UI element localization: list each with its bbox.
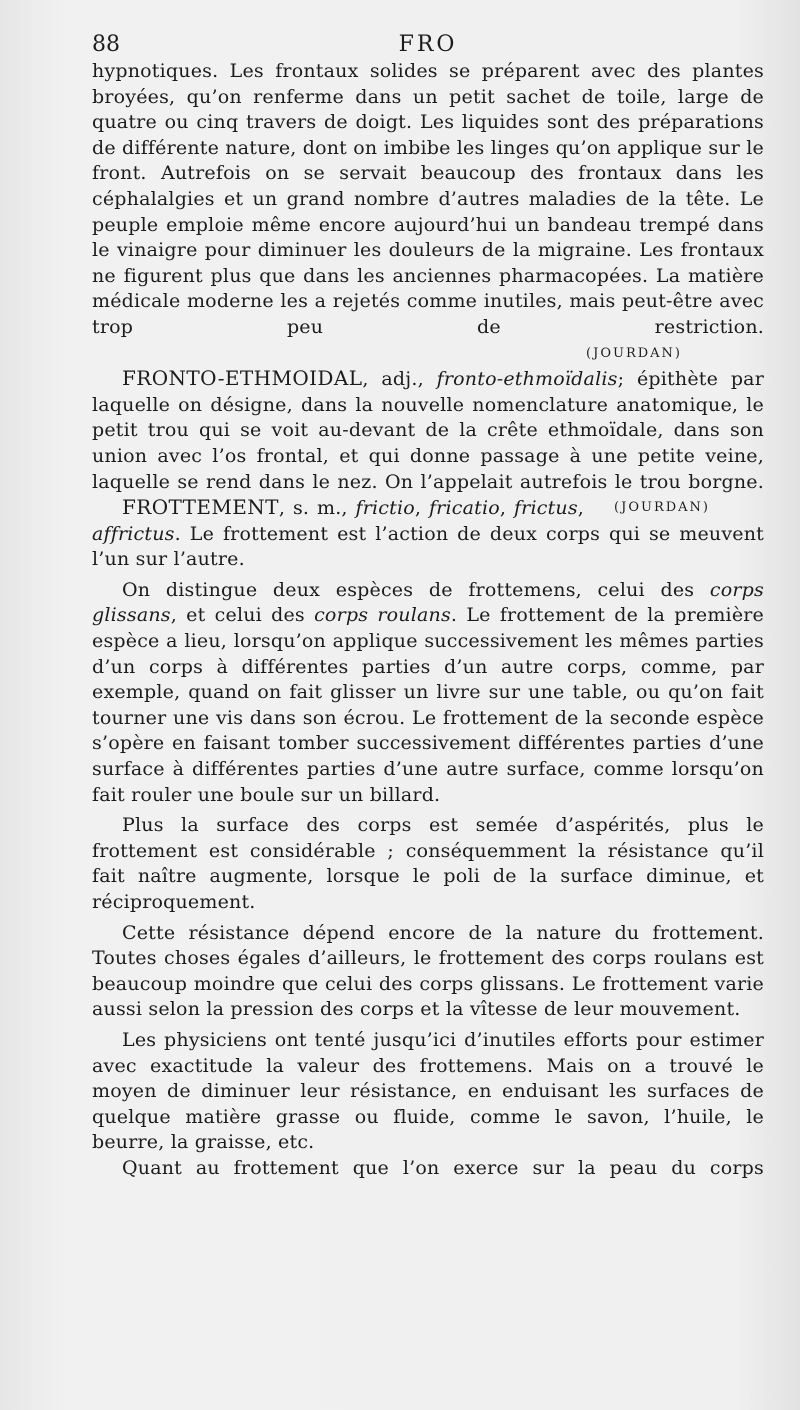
latin-term: fricatio	[428, 497, 500, 520]
italic-term: corps roulans	[314, 604, 451, 627]
paragraph: Quant au frottement que l’on exerce sur la peau du corps	[122, 1156, 764, 1179]
paragraph: Les physiciens ont tenté jusqu’ici d’inutiles efforts pour estimer avec exactitude la valeur des frottemens. Mais on a trouvé le moyen de diminuer leur résistance, en enduisant les surfaces de quelque matière grasse ou fluide, comme le savon, l’huile, le beurre, la graisse, etc.	[92, 1028, 764, 1154]
author-signature: (JOURDAN)	[586, 345, 682, 361]
latin-term: frictus	[513, 497, 578, 520]
paragraph: Plus la surface des corps est semée d’aspérités, plus le frottement est considérable ; conséquemment la résistance qu’il fait naître augmente, lorsque le poli de la surface diminue, et réciproquement.	[92, 814, 764, 913]
page-number: 88	[92, 32, 120, 57]
author-signature: (JOURDAN)	[614, 500, 710, 516]
text-span: On distingue deux espèces de frottemens, celui des	[122, 578, 710, 601]
text-span: . Le frottement de la première espèce a lieu, lorsqu’on applique successivement les mêmes parties d’un corps à différentes parties d’un autre corps, comme, par exemple, quand on fait glisser un livre sur une table, ou qu’on fait tourner une vis dans son écrou. Le frottement de la seconde espèce s’opère en faisant tomber successivement différentes parties d’une surface à différentes parties d’une autre surface, comme lorsqu’on fait rouler une boule sur un billard.	[92, 604, 764, 806]
page-header	[92, 30, 764, 60]
italic-term: corps glissans	[92, 578, 764, 627]
latin-term: affrictus	[92, 522, 175, 545]
grammar-note: , adj.,	[362, 368, 437, 391]
paragraph: Cette résistance dépend encore de la nature du frottement. Toutes choses égales d’ailleurs, le frottement des corps roulans est beaucoup moindre que celui des corps glissans. Le frottement varie aussi selon la pression des corps et la vîtesse de leur mouvement.	[92, 921, 764, 1021]
running-head: FRO	[398, 32, 458, 57]
latin-term: frictio	[355, 497, 415, 520]
body-text	[92, 59, 764, 1182]
definition: ; épithète par laquelle on désigne, dans la nouvelle nomenclature anatomique, le petit trou qui se voit au-devant de la crête ethmoïdale, dans son union avec l’os frontal, et qui donne passage à une petite veine, laquelle se rend dans le nez. On l’appelait autrefois le trou borgne.	[92, 368, 764, 493]
frottement-entry: FROTTEMENT, s. m., frictio, fricatio, frictus, affrictus. Le frottement est l’action de deux corps qui se meuvent l’un sur l’autre.	[92, 495, 764, 571]
headword: FROTTEMENT	[122, 495, 279, 520]
definition: Le frottement est l’action de deux corps qui se meuvent l’un sur l’autre.	[92, 522, 764, 571]
latin-term: fronto-ethmoïdalis	[436, 368, 618, 391]
headword: FRONTO-ETHMOIDAL	[122, 366, 363, 391]
frontaux-paragraph: hypnotiques. Les frontaux solides se préparent avec des plantes broyées, qu’on renferme dans un petit sachet de toile, large de quatre ou cinq travers de doigt. Les liquides sont des préparations de différente nature, dont on imbibe les linges qu’on applique sur le front. Autrefois on se servait beaucoup des frontaux dans les céphalalgies et un grand nombre d’autres maladies de la tête. Le peuple emploie même encore aujourd’hui un bandeau trempé dans le vinaigre pour diminuer les douleurs de la migraine. Les frontaux ne figurent plus que dans les anciennes pharmacopées. La matière médicale moderne les a rejetés comme inutiles, mais peut-être avec trop peu de restriction.	[92, 60, 764, 338]
text-span: , et celui des	[170, 604, 315, 627]
grammar-note: , s. m.,	[278, 497, 356, 520]
paragraph	[92, 578, 764, 808]
